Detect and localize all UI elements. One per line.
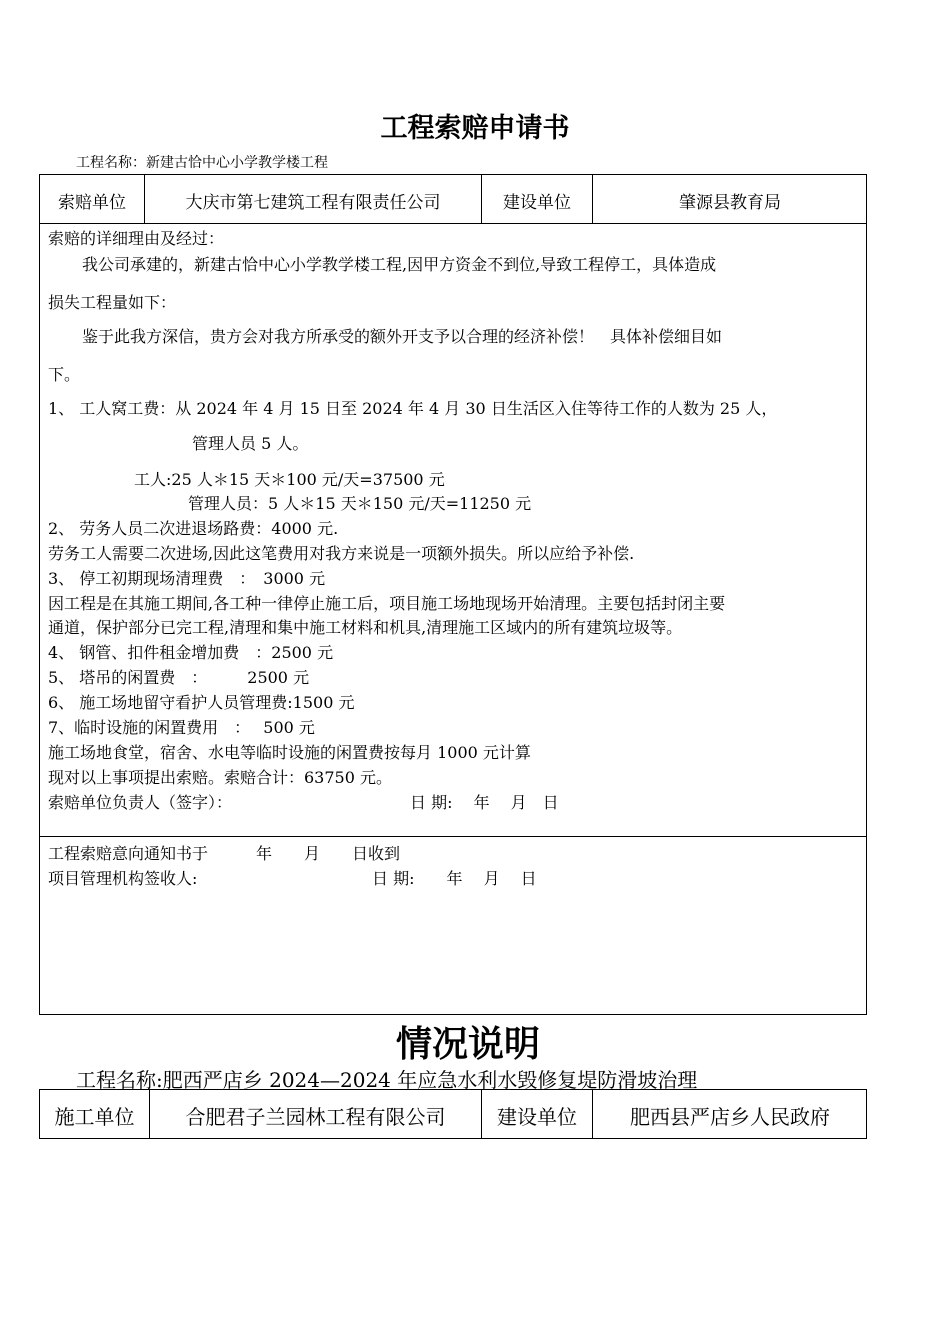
claim-line: 工人:25 人＊15 天＊100 元/天=37500 元 <box>134 470 445 489</box>
claim-line: 6、 施工场地留守看护人员管理费:1500 元 <box>48 693 355 712</box>
claim-line: 因工程是在其施工期间,各工种一律停止施工后，项目施工场地现场开始清理。主要包括封闭主要 <box>48 594 726 613</box>
explanation-title: 情况说明 <box>395 1023 540 1065</box>
claim-line: 现对以上事项提出索赔。索赔合计：63750 元。 <box>48 768 392 787</box>
claim-line: 3、 停工初期现场清理费 ： 3000 元 <box>48 569 326 588</box>
signature-label: 索赔单位负责人（签字）： <box>48 793 233 812</box>
claim-line: 索赔的详细理由及经过： <box>48 229 225 248</box>
claimant-value: 大庆市第七建筑工程有限责任公司 <box>185 193 441 213</box>
claim-line: 鉴于此我方深信，贵方会对我方所承受的额外开支予以合理的经济补偿！ 具体补偿细目如 <box>82 327 723 346</box>
claim-line: 通道，保护部分已完工程,清理和集中施工材料和机具,清理施工区域内的所有建筑垃圾等。 <box>48 618 683 637</box>
claim-line: 4、 钢管、扣件租金增加费 ：2500 元 <box>48 643 334 662</box>
claim-line: 管理人员：5 人＊15 天＊150 元/天=11250 元 <box>188 494 532 513</box>
claim-line: 1、 工人窝工费：从 2024 年 4 月 15 日至 2024 年 4 月 30 日生活区入住等待工作的人数为 25 人， <box>48 399 778 418</box>
contractor-value: 合肥君子兰园林工程有限公司 <box>185 1105 446 1129</box>
claim-line: 劳务工人需要二次进场,因此这笔费用对我方来说是一项额外损失。所以应给予补偿. <box>48 544 635 563</box>
explanation-owner-value: 肥西县严店乡人民政府 <box>630 1105 830 1129</box>
contractor-label: 施工单位 <box>54 1105 135 1129</box>
notice-received: 工程索赔意向通知书于 年 月 日收到 <box>48 844 401 863</box>
claim-project-name: 工程名称：新建古恰中心小学教学楼工程 <box>76 155 328 171</box>
claim-line: 2、 劳务人员二次进退场路费：4000 元. <box>48 519 339 538</box>
receiver-label: 项目管理机构签收人: <box>48 869 198 888</box>
explanation-project-name: 工程名称:肥西严店乡 2024—2024 年应急水利水毁修复堤防滑坡治理 <box>76 1068 698 1092</box>
claimant-label: 索赔单位 <box>58 193 126 213</box>
signature-date: 日 期: 年 月 日 <box>410 793 559 812</box>
claim-line: 施工场地食堂，宿舍、水电等临时设施的闲置费按每月 1000 元计算 <box>48 743 531 762</box>
claim-line: 下。 <box>48 365 81 384</box>
section-divider <box>39 836 867 837</box>
claim-line: 5、 塔吊的闲置费 ： 2500 元 <box>48 668 310 687</box>
claim-line: 7、临时设施的闲置费用 ： 500 元 <box>48 718 315 737</box>
explanation-owner-label: 建设单位 <box>497 1105 577 1129</box>
owner-value: 肇源县教育局 <box>679 193 781 213</box>
owner-label: 建设单位 <box>503 193 571 213</box>
claim-title: 工程索赔申请书 <box>380 113 570 144</box>
receiver-date: 日 期: 年 月 日 <box>372 869 537 888</box>
claim-line: 管理人员 5 人。 <box>192 434 309 453</box>
claim-line: 损失工程量如下： <box>48 293 177 312</box>
claim-line: 我公司承建的，新建古恰中心小学教学楼工程,因甲方资金不到位,导致工程停工，具体造成 <box>82 255 717 274</box>
